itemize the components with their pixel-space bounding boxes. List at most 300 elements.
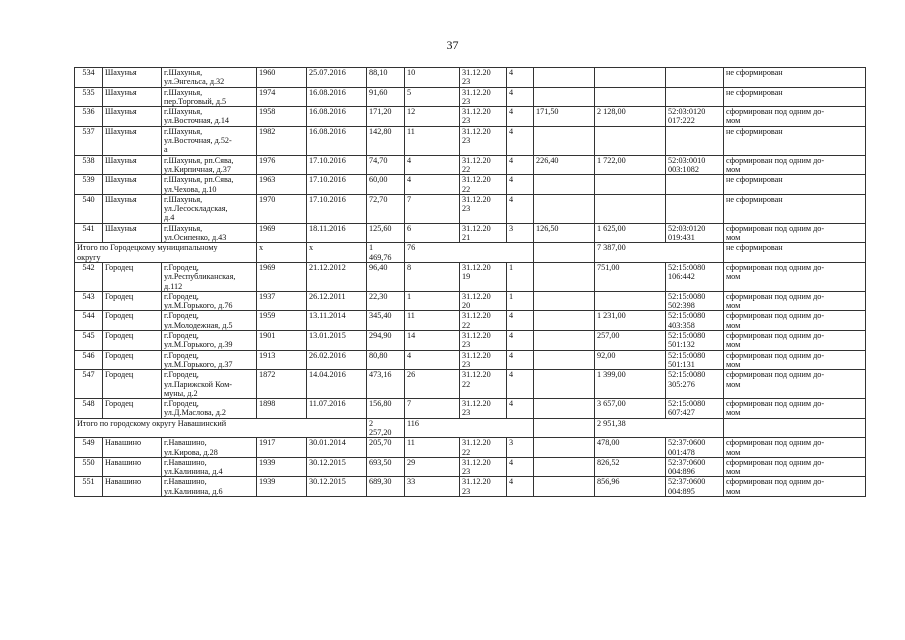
land-status-cell-line: не сформирован (726, 175, 783, 185)
land-status-cell (724, 126, 866, 155)
residents-cell (405, 477, 460, 497)
address-cell (162, 175, 257, 195)
area-cell (367, 291, 405, 311)
method-cell (507, 370, 534, 399)
area-cell (367, 350, 405, 370)
table-row (75, 291, 866, 311)
resettlement-deadline-cell-line: 23 (462, 77, 471, 87)
method-cell-line: 1 (509, 291, 514, 301)
settlement-cell (103, 291, 162, 311)
land-area-cell (534, 126, 595, 155)
year-built-cell-line: 1917 (259, 438, 276, 448)
land-status-cell-line: мом (726, 359, 741, 369)
cadastral-number-cell-line: 52:37:0600 (668, 438, 706, 448)
resettlement-deadline-cell (460, 370, 507, 399)
address-cell-line: ул.М.Горького, д.37 (164, 359, 233, 369)
resettlement-deadline-cell-line: 31.12.20 (462, 370, 491, 380)
land-status-cell (724, 155, 866, 175)
address-cell (162, 331, 257, 351)
year-built-cell (257, 331, 307, 351)
table-row (75, 477, 866, 497)
row-number-cell-line: 542 (82, 262, 95, 272)
land-area-cell (534, 399, 595, 419)
year-built-cell (257, 155, 307, 175)
land-status-cell (724, 194, 866, 223)
settlement-cell-line: Шахунья (105, 68, 137, 77)
settlement-cell-line: Навашино (105, 477, 142, 487)
row-number-cell (75, 194, 103, 223)
settlement-cell (103, 438, 162, 458)
settlement-cell-line: Навашино (105, 438, 142, 448)
total-row (75, 418, 866, 438)
settlement-cell (103, 457, 162, 477)
table-row (75, 399, 866, 419)
area-cell-line: 60,00 (369, 175, 388, 185)
cadastral-number-cell-line: 004:895 (668, 486, 695, 496)
land-status-cell (724, 223, 866, 243)
method-cell-line: 4 (509, 107, 514, 117)
residents-cell-line: 8 (407, 262, 412, 272)
year-built-cell-line: 1913 (259, 350, 276, 360)
recognition-date-cell (307, 194, 367, 223)
address-cell (162, 311, 257, 331)
residents-cell-line: 10 (407, 68, 416, 77)
row-number-cell (75, 438, 103, 458)
recognition-date-cell-line: 30.01.2014 (309, 438, 346, 448)
recognition-date-cell-line: 17.10.2016 (309, 155, 346, 165)
row-number-cell (75, 223, 103, 243)
total-area-cell-line: 1 (369, 243, 374, 253)
row-number-cell-line: 541 (82, 223, 95, 233)
address-cell-line: ул.Парижской Ком- (164, 379, 233, 389)
row-number-cell-line: 544 (82, 311, 95, 321)
table-row (75, 155, 866, 175)
row-number-cell (75, 126, 103, 155)
cadastral-number-cell (666, 370, 724, 399)
residents-cell-line: 1 (407, 291, 412, 301)
land-area-cell (534, 457, 595, 477)
total-label-cell (75, 418, 367, 438)
area-cell (367, 223, 405, 243)
land-area-cell (534, 68, 595, 88)
year-built-cell-line: 1970 (259, 194, 276, 204)
resettlement-deadline-cell (460, 262, 507, 291)
cadastral-number-cell-line: 52:03:0010 (668, 155, 706, 165)
area-cell (367, 477, 405, 497)
resettlement-deadline-cell-line: 22 (462, 184, 471, 194)
residents-cell-line: 29 (407, 457, 416, 467)
residents-cell-line: 14 (407, 331, 416, 341)
area-cell-line: 96,40 (369, 262, 388, 272)
address-cell-line: д.112 (164, 281, 183, 291)
address-cell-line: пер.Торговый, д.5 (164, 96, 227, 106)
cost-cell-line: 1 231,00 (597, 311, 626, 321)
settlement-cell-line: Городец (105, 331, 134, 341)
land-status-cell-line: сформирован под одним до- (726, 438, 825, 448)
year-built-cell (257, 399, 307, 419)
cadastral-number-cell-line: 004:896 (668, 467, 695, 477)
table-row (75, 107, 866, 127)
cadastral-number-cell-line: 52:15:0080 (668, 291, 706, 301)
cost-cell (595, 291, 666, 311)
recognition-date-cell-line: 16.08.2016 (309, 107, 346, 117)
method-cell (507, 126, 534, 155)
address-cell (162, 194, 257, 223)
address-cell-line: г.Навашино, (164, 477, 207, 487)
recognition-date-cell (307, 155, 367, 175)
land-status-cell (724, 399, 866, 419)
settlement-cell-line: Шахунья (105, 194, 137, 204)
cost-cell (595, 126, 666, 155)
land-area-cell-line: 226,40 (536, 155, 559, 165)
resettlement-deadline-cell-line: 31.12.20 (462, 477, 491, 487)
area-cell (367, 194, 405, 223)
resettlement-deadline-cell (460, 291, 507, 311)
cost-cell-line: 1 399,00 (597, 370, 626, 380)
year-built-cell-line: 1937 (259, 291, 276, 301)
year-built-cell-line: 1939 (259, 477, 276, 487)
year-built-cell (257, 175, 307, 195)
address-cell (162, 350, 257, 370)
residents-cell (405, 331, 460, 351)
resettlement-deadline-cell-line: 31.12.20 (462, 457, 491, 467)
total-label-cell-line: Итого по Городецкому муниципальному (77, 243, 218, 253)
settlement-cell-line: Шахунья (105, 87, 137, 97)
resettlement-deadline-cell-line: 23 (462, 486, 471, 496)
recognition-date-cell (307, 331, 367, 351)
year-built-cell (257, 477, 307, 497)
total-empty-cell (534, 418, 595, 438)
residents-cell-line: 33 (407, 477, 416, 487)
residents-cell (405, 107, 460, 127)
settlement-cell (103, 370, 162, 399)
cadastral-number-cell-line: 52:15:0080 (668, 350, 706, 360)
area-cell-line: 294,90 (369, 331, 392, 341)
residents-cell (405, 223, 460, 243)
row-number-cell (75, 331, 103, 351)
area-cell (367, 175, 405, 195)
settlement-cell (103, 477, 162, 497)
year-built-cell (257, 311, 307, 331)
table-row (75, 87, 866, 107)
method-cell-line: 4 (509, 175, 514, 185)
address-cell (162, 262, 257, 291)
method-cell-line: 4 (509, 155, 514, 165)
cadastral-number-cell (666, 223, 724, 243)
row-number-cell (75, 107, 103, 127)
housing-registry-table (74, 67, 866, 497)
cost-cell-line: 3 657,00 (597, 399, 626, 409)
method-cell (507, 311, 534, 331)
total-area-cell (367, 418, 405, 438)
recognition-date-cell-line: 13.01.2015 (309, 331, 346, 341)
land-area-cell (534, 350, 595, 370)
land-area-cell (534, 194, 595, 223)
residents-cell-line: 6 (407, 223, 412, 233)
resettlement-deadline-cell-line: 31.12.20 (462, 107, 491, 117)
resettlement-deadline-cell-line: 23 (462, 136, 471, 146)
settlement-cell (103, 399, 162, 419)
residents-cell (405, 457, 460, 477)
resettlement-deadline-cell (460, 87, 507, 107)
recognition-date-cell (307, 350, 367, 370)
year-built-cell-line: 1969 (259, 223, 276, 233)
address-cell-line: г.Шахунья, (164, 68, 203, 77)
settlement-cell (103, 311, 162, 331)
method-cell (507, 331, 534, 351)
address-cell-line: г.Шахунья, рп.Сява, (164, 155, 234, 165)
recognition-date-cell (307, 107, 367, 127)
resettlement-deadline-cell (460, 438, 507, 458)
method-cell (507, 194, 534, 223)
resettlement-deadline-cell-line: 23 (462, 467, 471, 477)
land-status-cell (724, 350, 866, 370)
total-label-cell-line: Итого по городскому округу Навашинский (77, 418, 227, 428)
recognition-date-cell (307, 311, 367, 331)
address-cell-line: ул.Молодежная, д.5 (164, 320, 233, 330)
address-cell-line: г.Городец, (164, 350, 199, 360)
area-cell-line: 473,16 (369, 370, 392, 380)
method-cell (507, 399, 534, 419)
total-area-cell-line: 257,20 (369, 427, 392, 437)
row-number-cell-line: 535 (82, 87, 95, 97)
land-status-cell (724, 68, 866, 88)
cadastral-number-cell (666, 175, 724, 195)
year-built-cell (257, 438, 307, 458)
recognition-date-cell (307, 87, 367, 107)
method-cell-line: 4 (509, 350, 514, 360)
residents-cell (405, 370, 460, 399)
row-number-cell-line: 547 (82, 370, 95, 380)
cost-cell-line: 826,52 (597, 457, 620, 467)
year-built-cell-line: 1959 (259, 311, 276, 321)
year-built-cell (257, 262, 307, 291)
residents-cell (405, 194, 460, 223)
resettlement-deadline-cell-line: 31.12.20 (462, 291, 491, 301)
address-cell (162, 438, 257, 458)
settlement-cell-line: Городец (105, 291, 134, 301)
area-cell-line: 689,30 (369, 477, 392, 487)
land-status-cell-line: мом (726, 447, 741, 457)
cadastral-number-cell-line: 019:431 (668, 233, 695, 243)
recognition-date-cell-line: 17.10.2016 (309, 194, 346, 204)
cadastral-number-cell-line: 52:15:0080 (668, 331, 706, 341)
cadastral-number-cell-line: 501:132 (668, 340, 695, 350)
land-area-cell (534, 107, 595, 127)
settlement-cell-line: Шахунья (105, 223, 137, 233)
land-status-cell-line: мом (726, 379, 741, 389)
address-cell-line: а (164, 145, 168, 155)
land-status-cell-line: сформирован под одним до- (726, 331, 825, 341)
settlement-cell (103, 223, 162, 243)
land-area-cell (534, 175, 595, 195)
settlement-cell (103, 175, 162, 195)
settlement-cell (103, 194, 162, 223)
land-status-cell (724, 311, 866, 331)
method-cell-line: 4 (509, 457, 514, 467)
table-row (75, 370, 866, 399)
address-cell (162, 399, 257, 419)
total-cost-cell (595, 418, 724, 438)
recognition-date-cell (307, 68, 367, 88)
residents-cell (405, 291, 460, 311)
address-cell-line: г.Городец, (164, 370, 199, 380)
row-number-cell-line: 540 (82, 194, 95, 204)
resettlement-deadline-cell (460, 175, 507, 195)
table-row (75, 223, 866, 243)
land-status-cell-line: мом (726, 467, 741, 477)
cadastral-number-cell-line: 106:442 (668, 272, 695, 282)
address-cell-line: ул.М.Горького, д.39 (164, 340, 233, 350)
row-number-cell-line: 534 (82, 68, 95, 77)
area-cell (367, 331, 405, 351)
land-area-cell (534, 291, 595, 311)
residents-cell-line: 7 (407, 399, 412, 409)
year-built-cell (257, 370, 307, 399)
resettlement-deadline-cell-line: 23 (462, 359, 471, 369)
table-row (75, 126, 866, 155)
settlement-cell-line: Шахунья (105, 107, 137, 117)
settlement-cell (103, 350, 162, 370)
land-status-cell-line: сформирован под одним до- (726, 457, 825, 467)
address-cell-line: ул.Калинина, д.6 (164, 486, 223, 496)
land-status-cell-line: сформирован под одним до- (726, 223, 825, 233)
land-status-cell-line: мом (726, 272, 741, 282)
settlement-cell-line: Городец (105, 370, 134, 380)
land-status-cell (724, 477, 866, 497)
page-number: 37 (446, 38, 459, 52)
area-cell-line: 693,50 (369, 457, 392, 467)
resettlement-deadline-cell-line: 31.12.20 (462, 126, 491, 136)
address-cell (162, 223, 257, 243)
address-cell-line: г.Шахунья, (164, 87, 203, 97)
total-residents-cell-line: 116 (407, 418, 419, 428)
resettlement-deadline-cell-line: 31.12.20 (462, 399, 491, 409)
row-number-cell-line: 548 (82, 399, 95, 409)
residents-cell (405, 399, 460, 419)
total-area-cell-line: 2 (369, 418, 374, 428)
residents-cell-line: 11 (407, 311, 415, 321)
cost-cell (595, 370, 666, 399)
resettlement-deadline-cell-line: 23 (462, 408, 471, 418)
resettlement-deadline-cell (460, 350, 507, 370)
total-date-cell-line: x (309, 243, 314, 253)
cadastral-number-cell-line: 003:1082 (668, 164, 699, 174)
area-cell (367, 87, 405, 107)
address-cell-line: ул.Кирова, д.28 (164, 447, 218, 457)
table-row (75, 438, 866, 458)
cadastral-number-cell (666, 126, 724, 155)
land-status-cell (724, 438, 866, 458)
resettlement-deadline-cell-line: 31.12.20 (462, 438, 491, 448)
recognition-date-cell (307, 477, 367, 497)
row-number-cell (75, 68, 103, 88)
recognition-date-cell-line: 30.12.2015 (309, 477, 346, 487)
land-status-cell-line: мом (726, 301, 741, 311)
row-number-cell-line: 539 (82, 175, 95, 185)
method-cell-line: 4 (509, 477, 514, 487)
recognition-date-cell (307, 223, 367, 243)
residents-cell-line: 26 (407, 370, 416, 380)
total-year-cell-line: x (259, 243, 264, 253)
year-built-cell-line: 1958 (259, 107, 276, 117)
area-cell-line: 125,60 (369, 223, 392, 233)
year-built-cell-line: 1974 (259, 87, 276, 97)
cadastral-number-cell (666, 262, 724, 291)
cost-cell (595, 194, 666, 223)
cadastral-number-cell (666, 350, 724, 370)
total-residents-cell (405, 243, 534, 263)
recognition-date-cell (307, 126, 367, 155)
land-area-cell (534, 223, 595, 243)
year-built-cell-line: 1963 (259, 175, 276, 185)
land-status-cell (724, 291, 866, 311)
land-status-cell-line: сформирован под одним до- (726, 399, 825, 409)
land-status-cell (724, 331, 866, 351)
address-cell (162, 370, 257, 399)
method-cell-line: 4 (509, 370, 514, 380)
address-cell-line: г.Шахунья, (164, 223, 203, 233)
settlement-cell (103, 155, 162, 175)
cost-cell (595, 87, 666, 107)
resettlement-deadline-cell (460, 155, 507, 175)
settlement-cell-line: Городец (105, 262, 134, 272)
land-status-cell-line: мом (726, 164, 741, 174)
settlement-cell-line: Городец (105, 350, 134, 360)
address-cell-line: г.Шахунья, (164, 126, 203, 136)
resettlement-deadline-cell (460, 477, 507, 497)
recognition-date-cell-line: 11.07.2016 (309, 399, 346, 409)
cost-cell-line: 1 722,00 (597, 155, 626, 165)
recognition-date-cell (307, 399, 367, 419)
row-number-cell (75, 311, 103, 331)
address-cell-line: ул.Д.Маслова, д.2 (164, 408, 227, 418)
cost-cell (595, 399, 666, 419)
cadastral-number-cell (666, 107, 724, 127)
land-status-cell-line: не сформирован (726, 68, 783, 77)
resettlement-deadline-cell (460, 331, 507, 351)
cost-cell-line: 856,96 (597, 477, 620, 487)
resettlement-deadline-cell (460, 126, 507, 155)
address-cell-line: ул.Восточная, д.52- (164, 136, 232, 146)
residents-cell-line: 12 (407, 107, 416, 117)
total-cost-cell (595, 243, 724, 263)
address-cell-line: ул.Осипенко, д.43 (164, 233, 227, 243)
cadastral-number-cell (666, 68, 724, 88)
land-area-cell (534, 262, 595, 291)
cadastral-number-cell-line: 52:03:0120 (668, 223, 706, 233)
cadastral-number-cell-line: 52:15:0080 (668, 311, 706, 321)
recognition-date-cell-line: 21.12.2012 (309, 262, 346, 272)
method-cell-line: 4 (509, 126, 514, 136)
resettlement-deadline-cell (460, 68, 507, 88)
resettlement-deadline-cell-line: 31.12.20 (462, 155, 491, 165)
land-status-cell-line: мом (726, 340, 741, 350)
settlement-cell (103, 68, 162, 88)
address-cell-line: г.Городец, (164, 311, 199, 321)
resettlement-deadline-cell (460, 223, 507, 243)
year-built-cell-line: 1976 (259, 155, 276, 165)
land-area-cell (534, 477, 595, 497)
total-residents-cell-line: 76 (407, 243, 416, 253)
method-cell (507, 457, 534, 477)
method-cell (507, 87, 534, 107)
method-cell (507, 262, 534, 291)
land-status-cell-line: сформирован под одним до- (726, 107, 825, 117)
land-status-cell-line: сформирован под одним до- (726, 262, 825, 272)
settlement-cell (103, 126, 162, 155)
land-status-cell-line: не сформирован (726, 87, 783, 97)
